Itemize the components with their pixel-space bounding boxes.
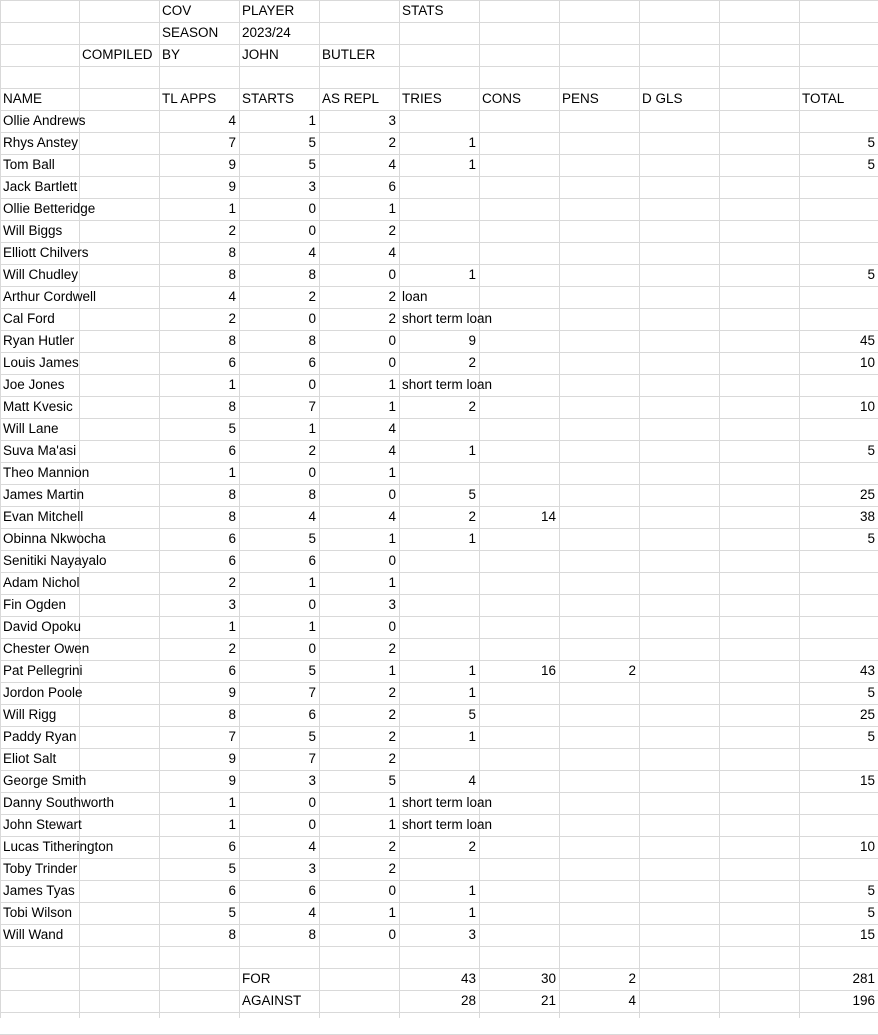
grid-row-line [0,616,878,617]
grid-row-line [0,242,878,243]
as-repl-cell[interactable]: 3 [388,113,396,128]
totals-pens-cell[interactable]: 2 [628,971,636,986]
header-cell[interactable]: BUTLER [322,47,376,62]
starts-cell[interactable]: 7 [308,399,316,414]
tl-apps-cell[interactable]: 6 [228,553,236,568]
player-name-cell[interactable]: Toby Trinder [3,861,78,876]
tries-cell[interactable]: 1 [468,267,476,282]
tl-apps-cell[interactable]: 8 [228,267,236,282]
starts-cell[interactable]: 4 [308,839,316,854]
column-header[interactable]: TOTAL [802,91,845,106]
tl-apps-cell[interactable]: 3 [228,597,236,612]
player-name-cell[interactable]: Will Rigg [3,707,57,722]
player-name-cell[interactable]: Danny Southworth [3,795,115,810]
note-cell[interactable]: short term loan [402,795,493,810]
total-cell[interactable]: 5 [867,905,875,920]
player-name-cell[interactable]: Ollie Andrews [3,113,86,128]
player-name-cell[interactable]: Evan Mitchell [3,509,84,524]
grid-row-line [0,286,878,287]
player-name-cell[interactable]: Eliot Salt [3,751,57,766]
tl-apps-cell[interactable]: 1 [228,795,236,810]
as-repl-cell[interactable]: 2 [388,707,396,722]
grid-row-line [0,110,878,111]
tl-apps-cell[interactable]: 8 [228,487,236,502]
player-name-cell[interactable]: Arthur Cordwell [3,289,97,304]
column-header[interactable]: NAME [3,91,43,106]
total-cell[interactable]: 10 [859,355,875,370]
tl-apps-cell[interactable]: 5 [228,861,236,876]
tl-apps-cell[interactable]: 2 [228,223,236,238]
as-repl-cell[interactable]: 2 [388,135,396,150]
tries-cell[interactable]: 2 [468,509,476,524]
as-repl-cell[interactable]: 0 [388,553,396,568]
starts-cell[interactable]: 0 [308,311,316,326]
grid-row-line [0,572,878,573]
tl-apps-cell[interactable]: 2 [228,311,236,326]
tries-cell[interactable]: 1 [468,905,476,920]
as-repl-cell[interactable]: 1 [388,531,396,546]
tries-cell[interactable]: 9 [468,333,476,348]
grid-row-line [0,638,878,639]
starts-cell[interactable]: 1 [308,575,316,590]
starts-cell[interactable]: 8 [308,487,316,502]
player-name-cell[interactable]: Adam Nichol [3,575,80,590]
tl-apps-cell[interactable]: 6 [228,531,236,546]
tl-apps-cell[interactable]: 8 [228,927,236,942]
total-cell[interactable]: 5 [867,531,875,546]
cons-cell[interactable]: 16 [540,663,556,678]
as-repl-cell[interactable]: 6 [388,179,396,194]
tries-cell[interactable]: 2 [468,839,476,854]
tl-apps-cell[interactable]: 1 [228,377,236,392]
tl-apps-cell[interactable]: 1 [228,817,236,832]
starts-cell[interactable]: 6 [308,553,316,568]
totals-tries-cell[interactable]: 28 [460,993,476,1008]
total-cell[interactable]: 5 [867,685,875,700]
total-cell[interactable]: 5 [867,883,875,898]
totals-label-cell[interactable]: AGAINST [242,993,302,1008]
player-name-cell[interactable]: Senitiki Nayayalo [3,553,107,568]
as-repl-cell[interactable]: 1 [388,795,396,810]
total-cell[interactable]: 5 [867,443,875,458]
column-header[interactable]: TRIES [402,91,442,106]
tl-apps-cell[interactable]: 9 [228,179,236,194]
starts-cell[interactable]: 4 [308,905,316,920]
starts-cell[interactable]: 0 [308,641,316,656]
tl-apps-cell[interactable]: 9 [228,751,236,766]
starts-cell[interactable]: 5 [308,531,316,546]
as-repl-cell[interactable]: 1 [388,201,396,216]
total-cell[interactable]: 10 [859,399,875,414]
starts-cell[interactable]: 7 [308,685,316,700]
tries-cell[interactable]: 1 [468,135,476,150]
starts-cell[interactable]: 0 [308,377,316,392]
tl-apps-cell[interactable]: 7 [228,135,236,150]
as-repl-cell[interactable]: 2 [388,751,396,766]
starts-cell[interactable]: 0 [308,201,316,216]
player-name-cell[interactable]: Suva Ma'asi [3,443,77,458]
column-header[interactable]: TL APPS [162,91,217,106]
total-cell[interactable]: 15 [859,773,875,788]
column-header[interactable]: CONS [482,91,522,106]
as-repl-cell[interactable]: 2 [388,641,396,656]
tl-apps-cell[interactable]: 6 [228,355,236,370]
starts-cell[interactable]: 7 [308,751,316,766]
player-name-cell[interactable]: Will Biggs [3,223,63,238]
note-cell[interactable]: short term loan [402,377,493,392]
player-name-cell[interactable]: George Smith [3,773,87,788]
total-cell[interactable]: 5 [867,267,875,282]
header-cell[interactable]: JOHN [242,47,279,62]
starts-cell[interactable]: 0 [308,597,316,612]
player-name-cell[interactable]: Chester Owen [3,641,90,656]
grid-row-line [0,176,878,177]
player-name-cell[interactable]: Cal Ford [3,311,55,326]
starts-cell[interactable]: 6 [308,355,316,370]
as-repl-cell[interactable]: 0 [388,267,396,282]
grid-row-line [0,418,878,419]
grid-row-line [0,462,878,463]
starts-cell[interactable]: 5 [308,729,316,744]
starts-cell[interactable]: 6 [308,883,316,898]
header-cell[interactable]: 2023/24 [242,25,291,40]
tl-apps-cell[interactable]: 1 [228,465,236,480]
as-repl-cell[interactable]: 4 [388,245,396,260]
starts-cell[interactable]: 0 [308,465,316,480]
grid-row-line [0,594,878,595]
player-name-cell[interactable]: David Opoku [3,619,82,634]
tl-apps-cell[interactable]: 4 [228,113,236,128]
as-repl-cell[interactable]: 2 [388,311,396,326]
total-cell[interactable]: 43 [859,663,875,678]
player-name-cell[interactable]: Theo Mannion [3,465,90,480]
player-name-cell[interactable]: Fin Ogden [3,597,67,612]
totals-label-cell[interactable]: FOR [242,971,271,986]
as-repl-cell[interactable]: 1 [388,575,396,590]
header-cell[interactable]: BY [162,47,181,62]
tries-cell[interactable]: 1 [468,663,476,678]
totals-cons-cell[interactable]: 21 [540,993,556,1008]
starts-cell[interactable]: 8 [308,333,316,348]
grid-row-line [0,198,878,199]
header-cell[interactable]: COV [162,3,192,18]
as-repl-cell[interactable]: 4 [388,157,396,172]
as-repl-cell[interactable]: 1 [388,377,396,392]
as-repl-cell[interactable]: 1 [388,465,396,480]
starts-cell[interactable]: 1 [308,113,316,128]
total-cell[interactable]: 5 [867,157,875,172]
player-name-cell[interactable]: Elliott Chilvers [3,245,89,260]
tl-apps-cell[interactable]: 5 [228,905,236,920]
starts-cell[interactable]: 0 [308,817,316,832]
tl-apps-cell[interactable]: 9 [228,685,236,700]
grid-column-line [559,0,560,1018]
grid-row-line [0,858,878,859]
starts-cell[interactable]: 0 [308,223,316,238]
tl-apps-cell[interactable]: 1 [228,201,236,216]
starts-cell[interactable]: 3 [308,861,316,876]
starts-cell[interactable]: 1 [308,421,316,436]
as-repl-cell[interactable]: 4 [388,421,396,436]
grid-row-line [0,748,878,749]
tl-apps-cell[interactable]: 2 [228,575,236,590]
total-cell[interactable]: 5 [867,729,875,744]
tries-cell[interactable]: 4 [468,773,476,788]
as-repl-cell[interactable]: 2 [388,729,396,744]
tl-apps-cell[interactable]: 1 [228,619,236,634]
player-name-cell[interactable]: Rhys Anstey [3,135,79,150]
tl-apps-cell[interactable]: 8 [228,399,236,414]
as-repl-cell[interactable]: 2 [388,223,396,238]
tries-cell[interactable]: 1 [468,157,476,172]
player-name-cell[interactable]: Ollie Betteridge [3,201,96,216]
as-repl-cell[interactable]: 3 [388,597,396,612]
tl-apps-cell[interactable]: 5 [228,421,236,436]
player-name-cell[interactable]: Obinna Nkwocha [3,531,106,546]
player-name-cell[interactable]: John Stewart [3,817,82,832]
player-name-cell[interactable]: Pat Pellegrini [3,663,83,678]
as-repl-cell[interactable]: 1 [388,817,396,832]
tl-apps-cell[interactable]: 2 [228,641,236,656]
total-cell[interactable]: 5 [867,135,875,150]
cons-cell[interactable]: 14 [540,509,556,524]
column-header[interactable]: PENS [562,91,599,106]
tl-apps-cell[interactable]: 6 [228,663,236,678]
total-cell[interactable]: 25 [859,707,875,722]
player-name-cell[interactable]: Will Lane [3,421,59,436]
tries-cell[interactable]: 1 [468,729,476,744]
as-repl-cell[interactable]: 0 [388,487,396,502]
player-name-cell[interactable]: Ryan Hutler [3,333,75,348]
totals-tries-cell[interactable]: 43 [460,971,476,986]
grid-row-line [0,220,878,221]
as-repl-cell[interactable]: 0 [388,333,396,348]
as-repl-cell[interactable]: 4 [388,509,396,524]
as-repl-cell[interactable]: 0 [388,619,396,634]
tries-cell[interactable]: 5 [468,707,476,722]
as-repl-cell[interactable]: 2 [388,839,396,854]
pens-cell[interactable]: 2 [628,663,636,678]
player-name-cell[interactable]: Jack Bartlett [3,179,78,194]
column-header[interactable]: STARTS [242,91,295,106]
note-cell[interactable]: short term loan [402,311,493,326]
total-cell[interactable]: 38 [859,509,875,524]
tl-apps-cell[interactable]: 6 [228,883,236,898]
starts-cell[interactable]: 8 [308,927,316,942]
tries-cell[interactable]: 5 [468,487,476,502]
player-name-cell[interactable]: Paddy Ryan [3,729,77,744]
player-name-cell[interactable]: Will Chudley [3,267,79,282]
grid-row-line [0,946,878,947]
player-name-cell[interactable]: Tobi Wilson [3,905,73,920]
tl-apps-cell[interactable]: 9 [228,157,236,172]
grid-row-line [0,22,878,23]
player-name-cell[interactable]: Matt Kvesic [3,399,73,414]
tries-cell[interactable]: 1 [468,531,476,546]
grid-column-line [719,0,720,1018]
totals-cons-cell[interactable]: 30 [540,971,556,986]
tl-apps-cell[interactable]: 8 [228,509,236,524]
tries-cell[interactable]: 1 [468,443,476,458]
starts-cell[interactable]: 6 [308,707,316,722]
starts-cell[interactable]: 3 [308,773,316,788]
tl-apps-cell[interactable]: 9 [228,773,236,788]
starts-cell[interactable]: 1 [308,619,316,634]
player-name-cell[interactable]: Louis James [3,355,79,370]
header-cell[interactable]: STATS [402,3,444,18]
as-repl-cell[interactable]: 1 [388,905,396,920]
as-repl-cell[interactable]: 2 [388,685,396,700]
tries-cell[interactable]: 1 [468,883,476,898]
column-header[interactable]: AS REPL [322,91,380,106]
as-repl-cell[interactable]: 1 [388,663,396,678]
as-repl-cell[interactable]: 2 [388,289,396,304]
column-header[interactable]: D GLS [642,91,683,106]
tries-cell[interactable]: 2 [468,355,476,370]
as-repl-cell[interactable]: 0 [388,883,396,898]
tl-apps-cell[interactable]: 4 [228,289,236,304]
tries-cell[interactable]: 3 [468,927,476,942]
player-name-cell[interactable]: Joe Jones [3,377,65,392]
tries-cell[interactable]: 1 [468,685,476,700]
header-cell[interactable]: SEASON [162,25,219,40]
tl-apps-cell[interactable]: 8 [228,707,236,722]
starts-cell[interactable]: 5 [308,663,316,678]
total-cell[interactable]: 45 [859,333,875,348]
tl-apps-cell[interactable]: 6 [228,443,236,458]
starts-cell[interactable]: 5 [308,157,316,172]
grid-row-line [0,66,878,67]
grid-column-line [639,0,640,1018]
starts-cell[interactable]: 4 [308,509,316,524]
totals-total-cell[interactable]: 196 [852,993,875,1008]
starts-cell[interactable]: 2 [308,289,316,304]
player-name-cell[interactable]: Lucas Titherington [3,839,114,854]
starts-cell[interactable]: 4 [308,245,316,260]
totals-total-cell[interactable]: 281 [852,971,875,986]
grid-row-line [0,550,878,551]
totals-pens-cell[interactable]: 4 [628,993,636,1008]
tl-apps-cell[interactable]: 6 [228,839,236,854]
total-cell[interactable]: 10 [859,839,875,854]
as-repl-cell[interactable]: 1 [388,399,396,414]
as-repl-cell[interactable]: 5 [388,773,396,788]
header-cell[interactable]: PLAYER [242,3,295,18]
as-repl-cell[interactable]: 0 [388,927,396,942]
note-cell[interactable]: short term loan [402,817,493,832]
as-repl-cell[interactable]: 2 [388,861,396,876]
starts-cell[interactable]: 3 [308,179,316,194]
total-cell[interactable]: 15 [859,927,875,942]
player-name-cell[interactable]: James Martin [3,487,85,502]
player-name-cell[interactable]: Tom Ball [3,157,55,172]
starts-cell[interactable]: 0 [308,795,316,810]
tl-apps-cell[interactable]: 7 [228,729,236,744]
starts-cell[interactable]: 5 [308,135,316,150]
as-repl-cell[interactable]: 4 [388,443,396,458]
note-cell[interactable]: loan [402,289,428,304]
tries-cell[interactable]: 2 [468,399,476,414]
starts-cell[interactable]: 8 [308,267,316,282]
starts-cell[interactable]: 2 [308,443,316,458]
player-name-cell[interactable]: Will Wand [3,927,64,942]
grid-row-line [0,1012,878,1013]
tl-apps-cell[interactable]: 8 [228,245,236,260]
tl-apps-cell[interactable]: 8 [228,333,236,348]
player-name-cell[interactable]: James Tyas [3,883,75,898]
total-cell[interactable]: 25 [859,487,875,502]
player-name-cell[interactable]: Jordon Poole [3,685,83,700]
header-cell[interactable]: COMPILED [82,47,153,62]
as-repl-cell[interactable]: 0 [388,355,396,370]
